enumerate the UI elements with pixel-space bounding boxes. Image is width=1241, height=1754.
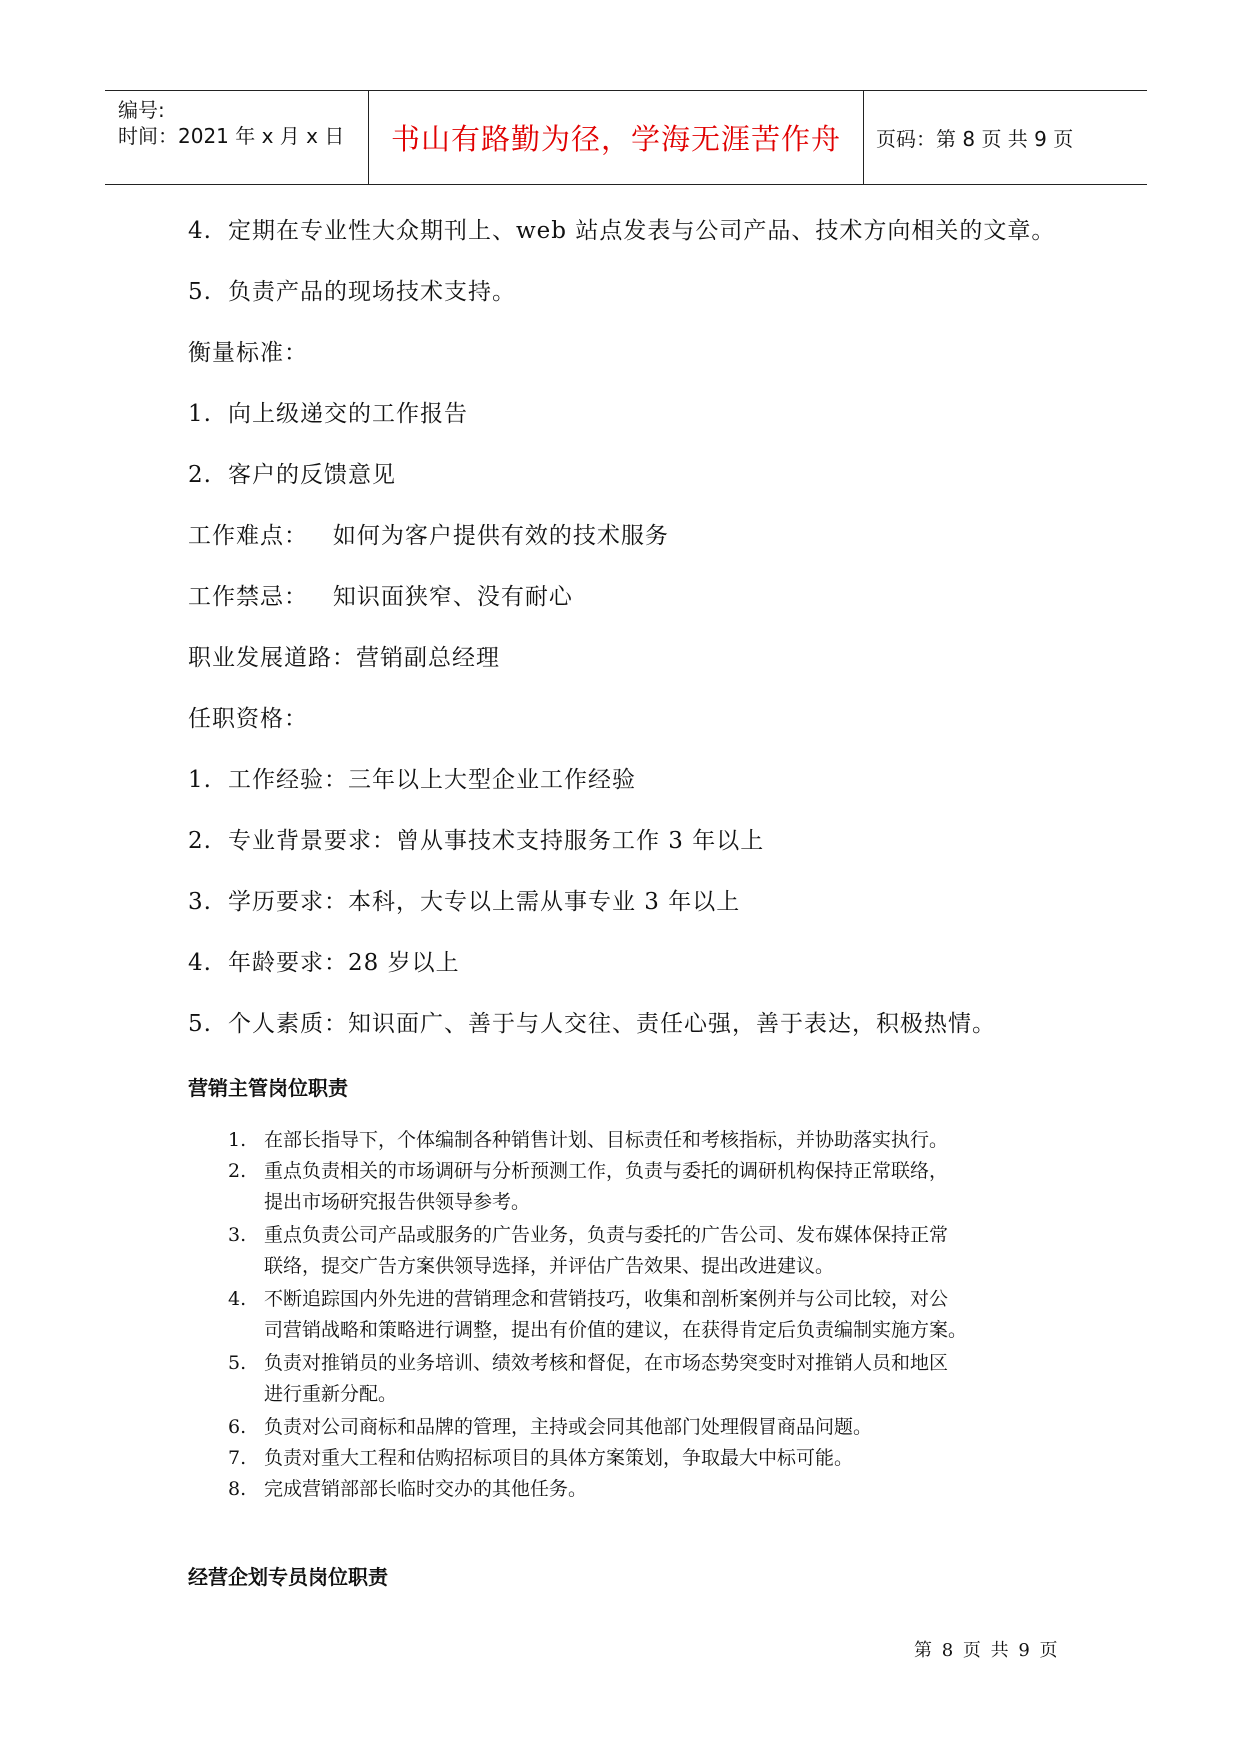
time-label: 时间：2021 年 x 月 x 日: [118, 124, 345, 148]
serial-label: 编号:: [118, 98, 165, 122]
header-page-label: 页码：第 8 页 共 9 页: [876, 127, 1074, 151]
header-middle-cell: [369, 91, 864, 184]
header-right-cell: [864, 91, 1147, 184]
body-line: 4. 年龄要求：28 岁以上: [188, 950, 460, 976]
body-line: 职业发展道路：营销副总经理: [188, 645, 500, 671]
body-line: 工作禁忌： 知识面狭窄、没有耐心: [188, 584, 573, 610]
body-line: 2. 客户的反馈意见: [188, 462, 396, 488]
body-line: 任职资格：: [188, 706, 308, 732]
body-line: 5. 个人素质：知识面广、善于与人交往、责任心强，善于表达，积极热情。: [188, 1011, 996, 1037]
body-line: 工作难点： 如何为客户提供有效的技术服务: [188, 523, 669, 549]
body-line: 1. 向上级递交的工作报告: [188, 401, 468, 427]
page-header: [105, 90, 1147, 185]
section-title-planning-specialist: 经营企划专员岗位职责: [188, 1565, 388, 1589]
header-left-cell: [105, 91, 369, 184]
motto: 书山有路勤为径，学海无涯苦作舟: [390, 122, 841, 156]
body-line: 1. 工作经验：三年以上大型企业工作经验: [188, 767, 636, 793]
body-line: 2. 专业背景要求：曾从事技术支持服务工作 3 年以上: [188, 828, 765, 854]
page-footer: 第 8 页 共 9 页: [914, 1640, 1060, 1661]
section-title-marketing-supervisor: 营销主管岗位职责: [188, 1076, 348, 1100]
body-line: 5. 负责产品的现场技术支持。: [188, 279, 516, 305]
body-line: 3. 学历要求：本科，大专以上需从事专业 3 年以上: [188, 889, 741, 915]
body-line: 4. 定期在专业性大众期刊上、web 站点发表与公司产品、技术方向相关的文章。: [188, 218, 1056, 244]
body-line: 衡量标准：: [188, 340, 308, 366]
